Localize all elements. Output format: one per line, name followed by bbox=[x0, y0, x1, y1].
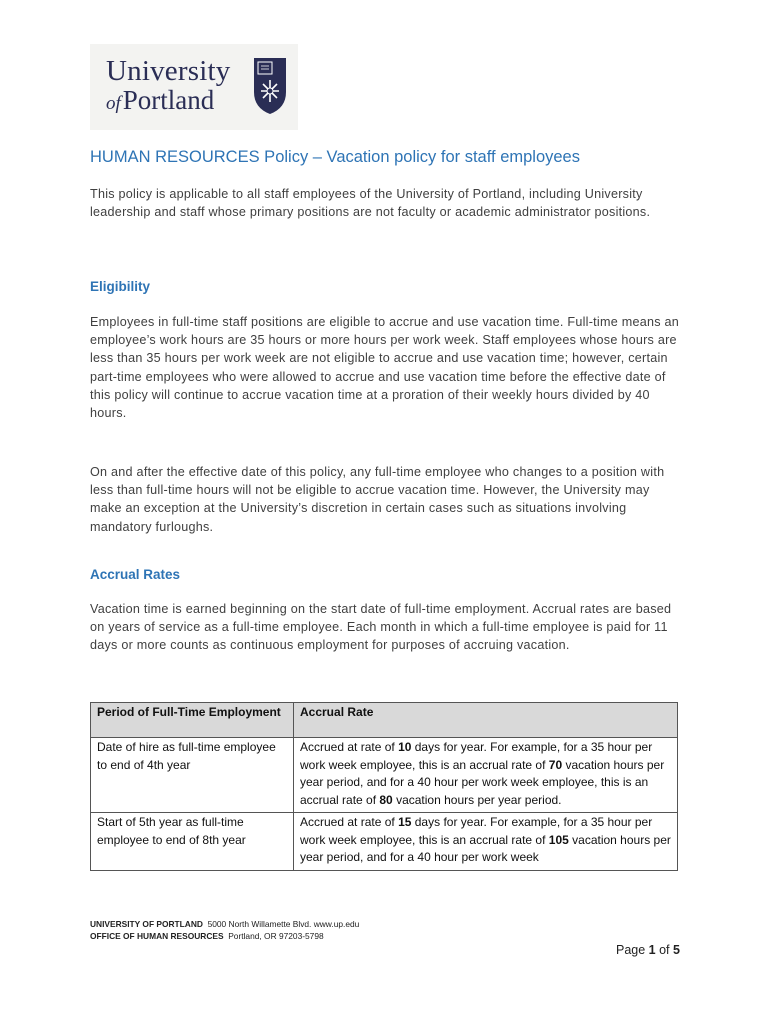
logo-line-university: University bbox=[106, 55, 231, 87]
eligibility-paragraph-2: On and after the effective date of this policy, any full-time employee who changes to a position with less than full-time hours will not be eligible to accrue vacation time. However, the University may make an exception at the University’s discretion in certain cases such as situations involving mandatory furloughs. bbox=[90, 465, 665, 534]
accrual-rate-cell bbox=[294, 738, 678, 813]
rate-text: days for year. For example, for a 35 hour per work week employee, this is an accrual rate of bbox=[300, 815, 653, 847]
intro-paragraph: This policy is applicable to all staff employees of the University of Portland, including University leadership and staff whose primary positions are not faculty or academic administrator positions. bbox=[90, 187, 651, 220]
rate-hours-35: 105 bbox=[548, 832, 569, 847]
footer-org-hr: OFFICE OF HUMAN RESOURCES bbox=[90, 931, 224, 941]
rate-text: vacation hours per year period. bbox=[392, 792, 562, 807]
table-row bbox=[91, 738, 678, 813]
column-header-accrual-rate: Accrual Rate bbox=[294, 703, 678, 738]
table-header-row bbox=[91, 703, 678, 738]
logo-wordmark bbox=[106, 56, 230, 118]
period-cell: Start of 5th year as full-time employee to end of 8th year bbox=[91, 813, 294, 871]
accrual-rate-cell bbox=[294, 813, 678, 871]
footer-address-2: Portland, OR 97203-5798 bbox=[228, 931, 324, 941]
rate-days: 10 bbox=[398, 740, 412, 754]
column-header-period: Period of Full-Time Employment bbox=[91, 703, 294, 738]
rate-text: Accrued at rate of bbox=[300, 740, 399, 754]
rate-hours-35: 70 bbox=[548, 757, 563, 772]
university-logo bbox=[90, 44, 298, 130]
page-title: HUMAN RESOURCES Policy – Vacation policy for staff employees bbox=[90, 148, 580, 166]
rate-text: vacation hours per year period, and for a 40 hour per work week employee, this is an accrual rate of bbox=[300, 757, 665, 807]
logo-portland: Portland bbox=[122, 85, 215, 115]
accrual-rates-table bbox=[90, 702, 678, 871]
eligibility-paragraph-1: Employees in full-time staff positions are eligible to accrue and use vacation time. Full-time means an employee’s work hours are 35 hours or more hours per work week. Staff employees whose hours are less than 35 hours per work week are not eligible to accrue and use vacation time; however, certain part-time employees who were allowed to accrue and use vacation time before the effective date of this policy will continue to accrue vacation time at a proration of their weekly hours divided by 40 hours. bbox=[90, 315, 680, 421]
accrual-paragraph: Vacation time is earned beginning on the start date of full-time employment. Accrual rates are based on years of service as a full-time employee. Each month in which a full-time employee is paid for 11 days or more counts as continuous employment for purposes of accruing vacation. bbox=[90, 602, 672, 653]
footer-org-university: UNIVERSITY OF PORTLAND bbox=[90, 919, 203, 929]
logo-line-portland bbox=[106, 86, 230, 118]
footer-line-2 bbox=[90, 930, 359, 942]
page-current: 1 bbox=[648, 943, 656, 957]
footer-line-1 bbox=[90, 918, 359, 930]
logo-of: of bbox=[106, 93, 121, 114]
rate-days: 15 bbox=[398, 815, 412, 829]
page-footer bbox=[90, 918, 359, 942]
table-row bbox=[91, 813, 678, 871]
rate-text: days for year. For example, for a 35 hour per work week employee, this is an accrual rate of bbox=[300, 740, 653, 772]
page-total: 5 bbox=[673, 943, 680, 957]
period-cell: Date of hire as full-time employee to end of 4th year bbox=[91, 738, 294, 813]
page-number bbox=[616, 943, 680, 957]
page-of: of bbox=[655, 943, 673, 957]
accrual-rates-heading: Accrual Rates bbox=[90, 567, 181, 582]
rate-text: Accrued at rate of bbox=[300, 815, 399, 829]
page-prefix: Page bbox=[616, 943, 649, 957]
rate-text: vacation hours per year period, and for a 40 hour per work week bbox=[300, 832, 671, 864]
eligibility-heading: Eligibility bbox=[90, 279, 151, 294]
footer-address-1: 5000 North Willamette Blvd. www.up.edu bbox=[207, 919, 360, 929]
university-shield-icon bbox=[252, 56, 288, 116]
rate-hours-40: 80 bbox=[379, 792, 393, 807]
